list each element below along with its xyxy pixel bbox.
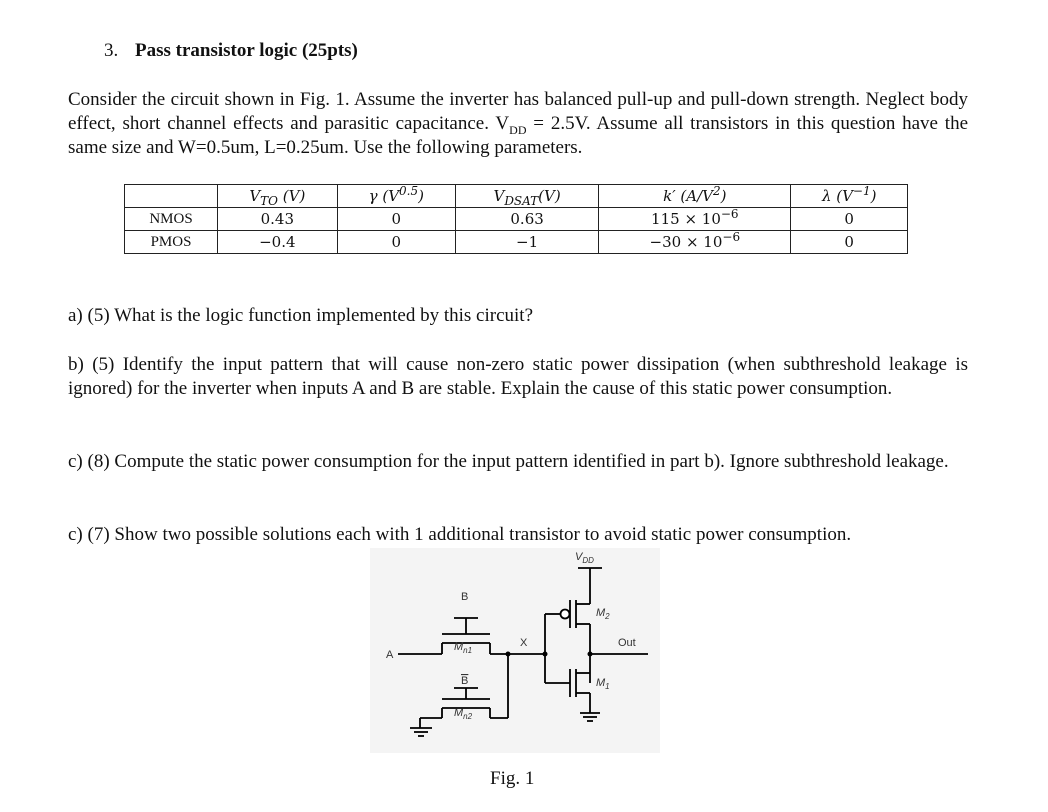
question-c2: c) (7) Show two possible solutions each with 1 additional transistor to avoid static power consumption. [68,524,852,545]
question-b: b) (5) Identify the input pattern that will cause non-zero static power dissipation (when subthreshold leakage is ignored) for the inverter when inputs A and B are stable. Explain the cause of this static power consumption. [68,354,968,399]
header-lambda: λ $(V^{-1})$ [791,185,908,208]
output-label: Out [618,637,636,649]
row-label: PMOS [125,231,218,254]
cell-vto: −0.4 [218,231,338,254]
cell-lambda: 0 [791,231,908,254]
table-row [125,231,908,254]
cell-lambda: 0 [791,208,908,231]
node-label-x: X [520,637,528,649]
intro-vdd-sub: DD [509,122,527,137]
question-c1: c) (8) Compute the static power consumption for the input pattern identified in part b). Ignore subthreshold leakage. [68,451,949,472]
label-mn2: $M_{n2}$ [454,707,473,721]
intro-text-2: = 2.5V. Assume all transistors in this question have the same size and W=0.5um, L=0.25um. Use the following parameters. [68,113,969,158]
cell-vdsat: 0.63 [455,208,598,231]
cell-vto: 0.43 [218,208,338,231]
gate-label-b: B [461,591,469,603]
problem-number: 3. [104,40,119,61]
cell-gamma: 0 [337,208,455,231]
question-a: a) (5) What is the logic function implemented by this circuit? [68,305,534,326]
vdd-label: $V_{DD}$ [575,551,594,565]
gate-label-bbar: B [461,675,469,687]
label-mn1: $M_{n1}$ [454,641,473,655]
label-m1: $M_1$ [596,677,610,691]
figure-caption: Fig. 1 [490,768,535,789]
cell-gamma: 0 [337,231,455,254]
cell-k: $115 \times 10^{-6}$ [599,208,791,231]
out-junction-dot [588,652,593,657]
problem-heading [104,40,358,62]
header-empty-cell [125,185,218,208]
header-k: k′ $(A/V^2)$ [599,185,791,208]
table-header-row [125,185,908,208]
problem-title: Pass transistor logic (25pts) [135,40,358,61]
pmos-bubble [561,610,570,619]
label-m2: $M_2$ [596,607,610,621]
cell-k: $-30 \times 10^{-6}$ [599,231,791,254]
node-x-dot [506,652,511,657]
figure-background [370,548,660,753]
parameter-table [124,184,908,254]
circuit-diagram [370,548,660,753]
header-vdsat: $V_{DSAT}(V)$ [455,185,598,208]
input-label-a: A [386,649,394,661]
gate-junction-dot [543,652,548,657]
cell-vdsat: −1 [455,231,598,254]
header-vto: $V_{TO}$ (V) [218,185,338,208]
intro-paragraph [68,88,968,160]
table-row [125,208,908,231]
intro-text: Consider the circuit shown in Fig. 1. Assume the inverter has balanced pull-up and pull-down strength. Neglect body effect, short channel effects and parasitic capacitance. V [68,89,968,134]
row-label: NMOS [125,208,218,231]
header-gamma: γ $(V^{0.5})$ [337,185,455,208]
